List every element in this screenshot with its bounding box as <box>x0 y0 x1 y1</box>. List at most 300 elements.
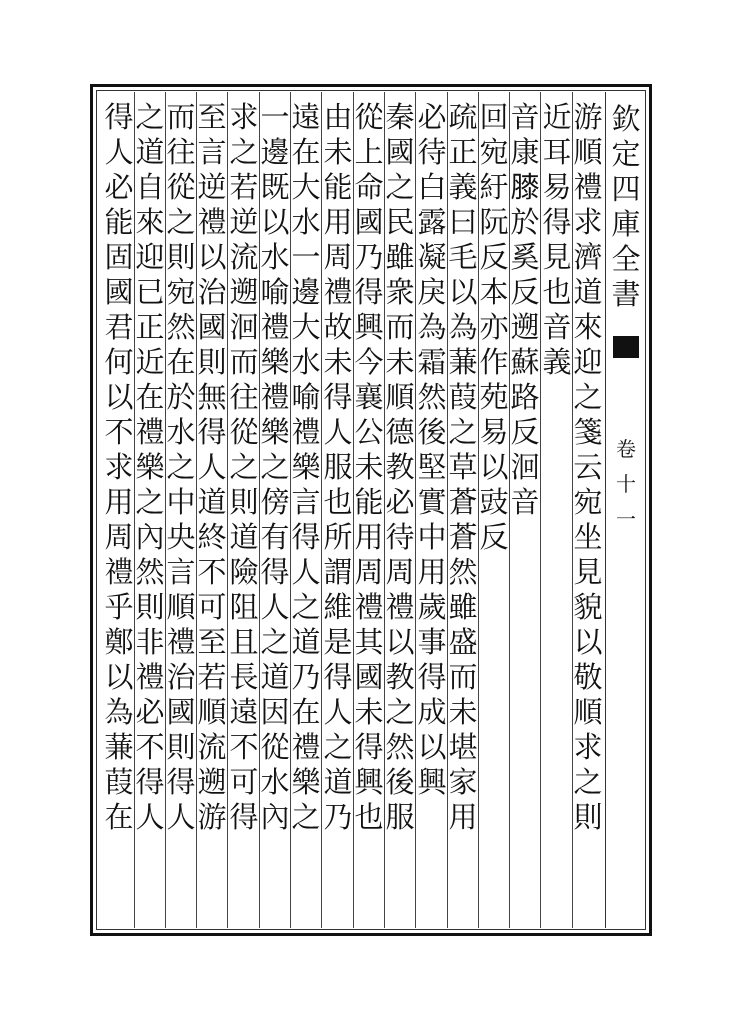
glyph: 水 <box>291 345 321 379</box>
glyph: 興 <box>354 765 384 799</box>
glyph: 求 <box>573 205 603 239</box>
glyph: 內 <box>135 520 165 554</box>
glyph: 之 <box>166 205 196 239</box>
glyph: 歲 <box>417 590 447 624</box>
glyph: 言 <box>166 555 196 589</box>
glyph: 必 <box>417 100 447 134</box>
glyph: 未 <box>354 450 384 484</box>
glyph: 國 <box>104 275 134 309</box>
glyph: 必 <box>385 485 415 519</box>
glyph: 家 <box>448 765 478 799</box>
glyph: 流 <box>197 730 227 764</box>
glyph: 水 <box>166 415 196 449</box>
glyph: 事 <box>417 625 447 659</box>
glyph: 成 <box>417 695 447 729</box>
glyph: 邊 <box>291 275 321 309</box>
glyph: 而 <box>166 100 196 134</box>
glyph: 險 <box>229 555 259 589</box>
glyph: 樂 <box>135 450 165 484</box>
glyph: 乃 <box>291 660 321 694</box>
glyph: 四 <box>611 172 641 206</box>
glyph: 流 <box>229 240 259 274</box>
glyph: 因 <box>260 695 290 729</box>
glyph: 水 <box>291 205 321 239</box>
glyph: 順 <box>385 380 415 414</box>
glyph: 康 <box>510 135 540 169</box>
glyph: 之 <box>260 625 290 659</box>
glyph: 得 <box>260 555 290 589</box>
text-column <box>134 100 166 835</box>
glyph: 喻 <box>291 380 321 414</box>
glyph: 從 <box>229 415 259 449</box>
glyph: 貌 <box>573 590 603 624</box>
glyph: 不 <box>229 730 259 764</box>
glyph: 禮 <box>260 380 290 414</box>
glyph: 禮 <box>291 730 321 764</box>
glyph: 來 <box>135 205 165 239</box>
glyph: 定 <box>611 137 641 171</box>
glyph: 人 <box>291 555 321 589</box>
glyph: 求 <box>104 450 134 484</box>
glyph: 凝 <box>417 240 447 274</box>
glyph: 治 <box>197 275 227 309</box>
glyph: 順 <box>166 590 196 624</box>
glyph: 則 <box>573 800 603 834</box>
glyph: 乃 <box>354 240 384 274</box>
glyph: 喻 <box>260 275 290 309</box>
glyph: 宛 <box>166 275 196 309</box>
glyph: 然 <box>448 555 478 589</box>
glyph: 為 <box>448 310 478 344</box>
glyph: 然 <box>385 730 415 764</box>
glyph: 道 <box>323 765 353 799</box>
glyph: 於 <box>510 205 540 239</box>
glyph: 苑 <box>479 380 509 414</box>
glyph: 也 <box>323 485 353 519</box>
glyph: 之 <box>385 170 415 204</box>
glyph: 然 <box>166 310 196 344</box>
glyph: 樂 <box>291 765 321 799</box>
glyph: 盛 <box>448 625 478 659</box>
glyph: 奚 <box>510 240 540 274</box>
glyph: 宛 <box>573 485 603 519</box>
glyph: 路 <box>510 380 540 414</box>
glyph: 得 <box>104 100 134 134</box>
glyph: 鄭 <box>104 625 134 659</box>
glyph: 不 <box>135 730 165 764</box>
glyph: 堅 <box>417 450 447 484</box>
glyph: 周 <box>354 555 384 589</box>
glyph: 樂 <box>291 450 321 484</box>
glyph: 長 <box>229 660 259 694</box>
glyph: 可 <box>229 765 259 799</box>
glyph: 之 <box>573 380 603 414</box>
text-column <box>478 100 510 555</box>
glyph: 禮 <box>354 590 384 624</box>
glyph: 樂 <box>260 345 290 379</box>
glyph: 禮 <box>385 590 415 624</box>
glyph: 全 <box>611 242 641 276</box>
glyph: 而 <box>229 345 259 379</box>
glyph: 傍 <box>260 485 290 519</box>
text-column <box>572 100 604 835</box>
glyph: 終 <box>197 520 227 554</box>
glyph: 順 <box>573 135 603 169</box>
glyph: 反 <box>479 240 509 274</box>
glyph: 所 <box>323 520 353 554</box>
glyph: 道 <box>229 520 259 554</box>
glyph: 然 <box>135 555 165 589</box>
glyph: 以 <box>385 625 415 659</box>
glyph: 禮 <box>135 660 165 694</box>
volume-label <box>610 432 642 537</box>
glyph: 未 <box>323 345 353 379</box>
glyph: 為 <box>417 310 447 344</box>
glyph: 至 <box>197 100 227 134</box>
glyph: 禮 <box>197 205 227 239</box>
glyph: 疏 <box>448 100 478 134</box>
glyph: 人 <box>323 695 353 729</box>
glyph: 故 <box>323 310 353 344</box>
glyph: 正 <box>448 135 478 169</box>
glyph: 興 <box>354 310 384 344</box>
glyph: 周 <box>323 240 353 274</box>
glyph: 求 <box>573 730 603 764</box>
glyph: 得 <box>354 275 384 309</box>
glyph: 襄 <box>354 380 384 414</box>
glyph: 道 <box>135 135 165 169</box>
glyph: 能 <box>323 170 353 204</box>
glyph: 中 <box>166 485 196 519</box>
glyph: 未 <box>448 695 478 729</box>
glyph: 得 <box>135 765 165 799</box>
glyph: 之 <box>135 485 165 519</box>
glyph: 曰 <box>448 205 478 239</box>
glyph: 易 <box>479 415 509 449</box>
glyph: 音 <box>510 100 540 134</box>
glyph: 以 <box>417 730 447 764</box>
glyph: 之 <box>323 730 353 764</box>
glyph: 云 <box>573 450 603 484</box>
glyph: 游 <box>197 800 227 834</box>
text-column <box>103 100 135 835</box>
glyph: 義 <box>542 345 572 379</box>
glyph: 以 <box>260 205 290 239</box>
glyph: 未 <box>323 135 353 169</box>
glyph: 周 <box>104 520 134 554</box>
glyph: 蒼 <box>448 485 478 519</box>
glyph: 亦 <box>479 310 509 344</box>
glyph: 待 <box>417 135 447 169</box>
glyph: 一 <box>260 100 290 134</box>
glyph: 易 <box>542 170 572 204</box>
text-column <box>259 100 291 835</box>
glyph: 自 <box>135 170 165 204</box>
glyph: 白 <box>417 170 447 204</box>
glyph: 之 <box>166 450 196 484</box>
glyph: 禮 <box>166 625 196 659</box>
glyph: 是 <box>323 625 353 659</box>
glyph: 禮 <box>323 275 353 309</box>
glyph: 水 <box>260 765 290 799</box>
glyph: 回 <box>479 100 509 134</box>
glyph: 若 <box>229 170 259 204</box>
glyph: 禮 <box>573 170 603 204</box>
glyph: 反 <box>479 520 509 554</box>
glyph: 無 <box>197 380 227 414</box>
glyph: 往 <box>166 135 196 169</box>
glyph: 近 <box>542 100 572 134</box>
glyph: 耳 <box>542 135 572 169</box>
glyph: 用 <box>323 205 353 239</box>
glyph: 大 <box>291 170 321 204</box>
glyph: 非 <box>135 625 165 659</box>
glyph: 得 <box>291 520 321 554</box>
glyph: 往 <box>229 380 259 414</box>
glyph: 若 <box>197 660 227 694</box>
glyph: 遠 <box>229 695 259 729</box>
glyph: 然 <box>417 380 447 414</box>
text-column <box>384 100 416 835</box>
glyph: 為 <box>104 695 134 729</box>
text-column <box>290 100 322 835</box>
glyph: 本 <box>479 275 509 309</box>
glyph: 邊 <box>260 135 290 169</box>
glyph: 人 <box>197 450 227 484</box>
glyph: 以 <box>197 240 227 274</box>
glyph: 能 <box>354 485 384 519</box>
glyph: 迎 <box>573 345 603 379</box>
glyph: 之 <box>448 415 478 449</box>
glyph: 則 <box>229 485 259 519</box>
glyph: 得 <box>417 660 447 694</box>
glyph: 見 <box>573 555 603 589</box>
glyph: 反 <box>510 415 540 449</box>
glyph: 大 <box>291 310 321 344</box>
glyph: 既 <box>260 170 290 204</box>
glyph: 則 <box>135 590 165 624</box>
glyph: 中 <box>417 520 447 554</box>
glyph: 蘇 <box>510 345 540 379</box>
glyph: 且 <box>229 625 259 659</box>
glyph: 人 <box>323 415 353 449</box>
glyph: 必 <box>104 170 134 204</box>
glyph: 秦 <box>385 100 415 134</box>
text-column <box>322 100 354 835</box>
glyph: 言 <box>197 135 227 169</box>
glyph: 堪 <box>448 730 478 764</box>
text-column <box>228 100 260 835</box>
glyph: 後 <box>417 415 447 449</box>
glyph: 從 <box>260 730 290 764</box>
glyph: 維 <box>323 590 353 624</box>
glyph: 央 <box>166 520 196 554</box>
glyph: 洄 <box>229 310 259 344</box>
glyph: 未 <box>354 695 384 729</box>
glyph: 箋 <box>573 415 603 449</box>
glyph: 以 <box>448 275 478 309</box>
text-column <box>509 100 541 520</box>
glyph: 於 <box>166 380 196 414</box>
glyph: 衆 <box>385 275 415 309</box>
glyph: 言 <box>291 485 321 519</box>
glyph: 遡 <box>510 310 540 344</box>
glyph: 之 <box>385 695 415 729</box>
glyph: 內 <box>260 800 290 834</box>
glyph: 君 <box>104 310 134 344</box>
glyph: 國 <box>354 660 384 694</box>
glyph: 國 <box>197 310 227 344</box>
glyph: 葭 <box>104 765 134 799</box>
glyph: 也 <box>354 800 384 834</box>
glyph: 霜 <box>417 345 447 379</box>
glyph: 草 <box>448 450 478 484</box>
glyph: 求 <box>229 100 259 134</box>
glyph: 國 <box>385 135 415 169</box>
glyph: 已 <box>135 275 165 309</box>
glyph: 得 <box>323 380 353 414</box>
glyph: 用 <box>448 800 478 834</box>
glyph: 之 <box>291 800 321 834</box>
glyph: 來 <box>573 310 603 344</box>
glyph: 乃 <box>323 800 353 834</box>
glyph: 服 <box>323 450 353 484</box>
glyph: 國 <box>354 205 384 239</box>
glyph: 水 <box>260 240 290 274</box>
glyph: 書 <box>611 277 641 311</box>
glyph: 近 <box>135 345 165 379</box>
glyph: 人 <box>135 800 165 834</box>
glyph: 從 <box>354 100 384 134</box>
glyph: 豉 <box>479 485 509 519</box>
glyph: 以 <box>479 450 509 484</box>
glyph: 在 <box>166 345 196 379</box>
glyph: 葭 <box>448 380 478 414</box>
text-column <box>165 100 197 835</box>
glyph: 得 <box>354 730 384 764</box>
glyph: 音 <box>542 310 572 344</box>
glyph: 在 <box>291 695 321 729</box>
glyph: 乎 <box>104 590 134 624</box>
glyph: 而 <box>385 310 415 344</box>
glyph: 也 <box>542 275 572 309</box>
glyph: 至 <box>197 625 227 659</box>
glyph: 則 <box>197 345 227 379</box>
glyph: 有 <box>260 520 290 554</box>
glyph: 一 <box>291 240 321 274</box>
glyph: 待 <box>385 520 415 554</box>
glyph: 戾 <box>417 275 447 309</box>
glyph: 禮 <box>104 555 134 589</box>
glyph: 後 <box>385 765 415 799</box>
text-column <box>353 100 385 835</box>
glyph: 洄 <box>510 450 540 484</box>
glyph: 則 <box>166 730 196 764</box>
glyph: 濟 <box>573 240 603 274</box>
glyph: 之 <box>135 100 165 134</box>
glyph: 庫 <box>611 207 641 241</box>
glyph: 反 <box>510 275 540 309</box>
glyph: 露 <box>417 205 447 239</box>
glyph: 不 <box>104 415 134 449</box>
glyph: 之 <box>260 450 290 484</box>
glyph: 順 <box>573 695 603 729</box>
glyph: 正 <box>135 310 165 344</box>
glyph: 逆 <box>229 205 259 239</box>
glyph: 可 <box>197 590 227 624</box>
glyph: 一 <box>616 507 636 531</box>
glyph: 德 <box>385 415 415 449</box>
glyph: 人 <box>166 800 196 834</box>
glyph: 未 <box>385 345 415 379</box>
glyph: 必 <box>135 695 165 729</box>
glyph: 得 <box>323 660 353 694</box>
glyph: 蒼 <box>448 520 478 554</box>
glyph: 命 <box>354 170 384 204</box>
glyph: 從 <box>166 170 196 204</box>
text-column <box>196 100 228 835</box>
glyph: 在 <box>135 380 165 414</box>
glyph: 人 <box>260 590 290 624</box>
glyph: 義 <box>448 170 478 204</box>
glyph: 敬 <box>573 660 603 694</box>
glyph: 固 <box>104 240 134 274</box>
glyph: 服 <box>385 800 415 834</box>
glyph: 遡 <box>197 765 227 799</box>
glyph: 實 <box>417 485 447 519</box>
text-column <box>447 100 479 835</box>
glyph: 迎 <box>135 240 165 274</box>
glyph: 不 <box>197 555 227 589</box>
glyph: 之 <box>229 135 259 169</box>
glyph: 道 <box>573 275 603 309</box>
glyph: 毛 <box>448 240 478 274</box>
glyph: 坐 <box>573 520 603 554</box>
glyph: 教 <box>385 450 415 484</box>
glyph: 由 <box>323 100 353 134</box>
glyph: 民 <box>385 205 415 239</box>
glyph: 以 <box>573 625 603 659</box>
glyph: 得 <box>166 765 196 799</box>
glyph: 得 <box>229 800 259 834</box>
glyph: 遠 <box>291 100 321 134</box>
glyph: 得 <box>542 205 572 239</box>
glyph: 卷 <box>616 437 636 461</box>
glyph: 治 <box>166 660 196 694</box>
book-title <box>610 102 642 312</box>
fish-tail-mark <box>613 336 639 358</box>
glyph: 作 <box>479 345 509 379</box>
glyph: 蒹 <box>448 345 478 379</box>
glyph: 欽 <box>611 102 641 136</box>
glyph: 道 <box>291 625 321 659</box>
glyph: 上 <box>354 135 384 169</box>
glyph: 以 <box>104 380 134 414</box>
glyph: 禮 <box>260 310 290 344</box>
glyph: 音 <box>510 485 540 519</box>
glyph: 禮 <box>291 415 321 449</box>
glyph: 國 <box>166 695 196 729</box>
glyph: 雖 <box>448 590 478 624</box>
glyph: 而 <box>448 660 478 694</box>
glyph: 謂 <box>323 555 353 589</box>
glyph: 雖 <box>385 240 415 274</box>
glyph: 公 <box>354 415 384 449</box>
glyph: 用 <box>417 555 447 589</box>
glyph: 得 <box>197 415 227 449</box>
glyph: 何 <box>104 345 134 379</box>
glyph: 紆 <box>479 170 509 204</box>
